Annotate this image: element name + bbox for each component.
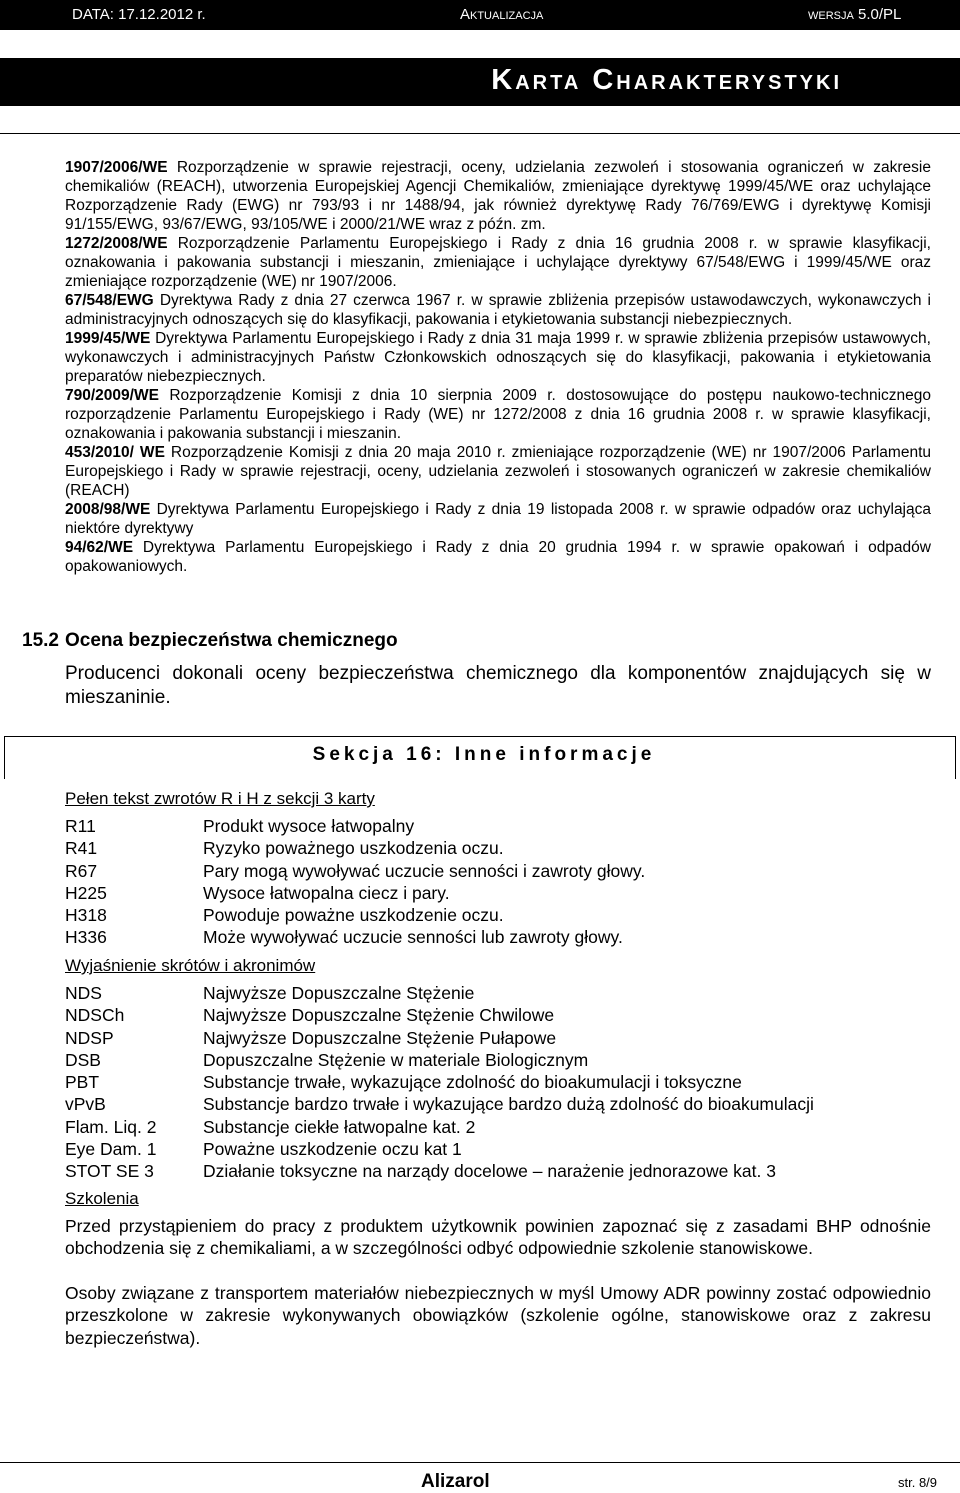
abbreviation-code: NDS bbox=[65, 983, 102, 1003]
phrase-code: H336 bbox=[65, 927, 107, 948]
header-date: DATA: 17.12.2012 r. bbox=[72, 6, 206, 23]
phrase-text: Wysoce łatwopalna ciecz i pary. bbox=[203, 882, 450, 903]
regulation-item bbox=[65, 386, 931, 443]
phrases-label: Pełen tekst zwrotów R i H z sekcji 3 karty bbox=[65, 789, 375, 808]
regulation-item bbox=[65, 234, 931, 291]
abbreviation-text: Najwyższe Dopuszczalne Stężenie Chwilowe bbox=[203, 1005, 555, 1026]
regulation-text: Dyrektywa Parlamentu Europejskiego i Rady z dnia 20 grudnia 1994 r. w sprawie opakowań i odpadów opakowaniowych. bbox=[65, 539, 931, 575]
phrase-text: Pary mogą wywoływać uczucie senności i zawroty głowy. bbox=[203, 860, 646, 881]
regulations-list bbox=[65, 158, 931, 576]
abbreviation-row bbox=[65, 1071, 945, 1093]
abbreviation-code: NDSCh bbox=[65, 1005, 125, 1026]
abbreviation-code: Eye Dam. 1 bbox=[65, 1139, 157, 1160]
phrase-row bbox=[65, 837, 945, 859]
abbreviation-row bbox=[65, 1160, 945, 1182]
regulation-text: Rozporządzenie Komisji z dnia 20 maja 2010 r. zmieniające rozporządzenie (WE) nr 1907/2006 Parlamentu Europejskiego i Rady w sprawie rejestracji, oceny, udzielania zezwoleń i stosowanych ograniczeń w zakresie chemikaliów (REACH) bbox=[65, 444, 931, 499]
regulation-code: 2008/98/WE bbox=[65, 501, 151, 518]
abbreviation-text: Działanie toksyczne na narządy docelowe – narażenie jednorazowe kat. 3 bbox=[203, 1161, 776, 1182]
abbreviation-code: DSB bbox=[65, 1049, 101, 1070]
regulation-item bbox=[65, 500, 931, 538]
header-update: Aktualizacja bbox=[460, 6, 544, 23]
footer-product-name: Alizarol bbox=[421, 1471, 490, 1492]
header-version: wersja 5.0/PL bbox=[808, 6, 902, 23]
abbreviation-text: Substancje trwałe, wykazujące zdolność do bioakumulacji i toksyczne bbox=[203, 1072, 742, 1093]
document-title: Karta Charakterystyki bbox=[491, 64, 842, 96]
training-paragraph-2: Osoby związane z transportem materiałów niebezpiecznych w myśl Umowy ADR powinny zostać odpowiednio przeszkolone w zakresie wykonywanych obowiązków (szkolenie ogólne, stanowiskowe oraz z zakresu bezpieczeństwa). bbox=[65, 1283, 931, 1348]
abbreviation-text: Substancje ciekłe łatwopalne kat. 2 bbox=[203, 1116, 476, 1137]
abbreviation-row bbox=[65, 982, 945, 1004]
regulation-text: Dyrektywa Rady z dnia 27 czerwca 1967 r. w sprawie zbliżenia przepisów ustawodawczych, wykonawczych i administracyjnych odnoszących się do klasyfikacji, pakowania i etykietowania substancji niebezpiecznych. bbox=[65, 292, 931, 328]
abbreviation-code: STOT SE 3 bbox=[65, 1161, 154, 1182]
phrase-row bbox=[65, 904, 945, 926]
regulation-code: 453/2010/ WE bbox=[65, 444, 165, 461]
regulation-text: Rozporządzenie w sprawie rejestracji, oceny, udzielania zezwoleń i stosowania ograniczeń w zakresie chemikaliów (REACH), utworzenia Europejskiej Agencji Chemikaliów, zmieniające dyrektywę 1999/45/WE oraz uchylające Rozporządzenie Rady (EWG) nr 793/93 i nr 1488/94, jak również dyrektywę Rady 76/769/EWG i dyrektywę Komisji 91/155/EWG, 93/67/EWG, 93/105/WE i 2000/21/WE wraz z późn. zm. bbox=[65, 159, 931, 233]
regulation-item bbox=[65, 158, 931, 234]
header-bar bbox=[0, 0, 960, 30]
abbreviation-text: Najwyższe Dopuszczalne Stężenie Pułapowe bbox=[203, 1027, 557, 1048]
footer-page-number: str. 8/9 bbox=[898, 1475, 938, 1490]
abbreviation-code: PBT bbox=[65, 1072, 100, 1093]
abbreviation-text: Najwyższe Dopuszczalne Stężenie bbox=[203, 983, 475, 1003]
abbreviation-row bbox=[65, 1116, 945, 1138]
top-divider bbox=[0, 133, 960, 134]
regulation-code: 1272/2008/WE bbox=[65, 235, 168, 252]
training-label: Szkolenia bbox=[65, 1189, 139, 1208]
phrase-text: Powoduje poważne uszkodzenie oczu. bbox=[203, 905, 504, 926]
phrase-code: R11 bbox=[65, 816, 96, 836]
abbreviation-row bbox=[65, 1138, 945, 1160]
abbreviation-row bbox=[65, 1049, 945, 1071]
regulation-item bbox=[65, 443, 931, 500]
regulation-item bbox=[65, 291, 931, 329]
phrases-list bbox=[65, 815, 945, 949]
regulation-code: 790/2009/WE bbox=[65, 387, 159, 404]
phrase-row bbox=[65, 860, 945, 882]
abbreviations-list bbox=[65, 982, 945, 1183]
phrase-row bbox=[65, 815, 945, 837]
section-title: Ocena bezpieczeństwa chemicznego bbox=[65, 630, 398, 651]
regulation-code: 94/62/WE bbox=[65, 539, 134, 556]
abbreviation-row bbox=[65, 1093, 945, 1115]
abbreviation-row bbox=[65, 1027, 945, 1049]
abbreviations-label: Wyjaśnienie skrótów i akronimów bbox=[65, 956, 316, 975]
abbreviation-code: vPvB bbox=[65, 1094, 106, 1115]
regulation-item bbox=[65, 329, 931, 386]
regulation-text: Dyrektywa Parlamentu Europejskiego i Rady z dnia 19 listopada 2008 r. w sprawie odpadów oraz uchylająca niektóre dyrektywy bbox=[65, 501, 931, 537]
phrase-row bbox=[65, 882, 945, 904]
regulation-item bbox=[65, 538, 931, 576]
section-number: 15.2 bbox=[22, 630, 59, 651]
section-15-2-text: Producenci dokonali oceny bezpieczeństwa chemicznego dla komponentów znajdujących się w mieszaninie. bbox=[65, 663, 931, 708]
regulation-code: 1999/45/WE bbox=[65, 330, 151, 347]
phrase-text: Produkt wysoce łatwopalny bbox=[203, 816, 415, 836]
abbreviation-text: Dopuszczalne Stężenie w materiale Biologicznym bbox=[203, 1049, 589, 1070]
regulation-text: Rozporządzenie Komisji z dnia 10 sierpnia 2009 r. dostosowujące do postępu naukowo-technicznego rozporządzenie Parlamentu Europejskiego i Rady (WE) nr 1272/2008 z dnia 16 grudnia 2008 r. w sprawie klasyfikacji, oznakowania i pakowania substancji i mieszanin. bbox=[65, 387, 931, 442]
phrase-code: R67 bbox=[65, 860, 98, 881]
phrase-text: Ryzyko poważnego uszkodzenia oczu. bbox=[203, 838, 504, 859]
regulation-text: Rozporządzenie Parlamentu Europejskiego i Rady z dnia 16 grudnia 2008 r. w sprawie klasyfikacji, oznakowania i pakowania substancji i mieszanin, zmieniające i uchylające dyrektywy 67/548/EWG i 1999/45/WE oraz zmieniające rozporządzenie (WE) nr 1907/2006. bbox=[65, 235, 931, 290]
phrase-code: H318 bbox=[65, 905, 107, 926]
regulation-text: Dyrektywa Parlamentu Europejskiego i Rady z dnia 31 maja 1999 r. w sprawie zbliżenia przepisów ustawowych, wykonawczych i administracyjnych Państw Członkowskich odnoszących się do klasyfikacji, pakowania i etykietowania preparatów niebezpiecznych. bbox=[65, 330, 931, 385]
phrase-code: H225 bbox=[65, 882, 107, 903]
document-title-bar bbox=[0, 58, 960, 106]
abbreviation-text: Substancje bardzo trwałe i wykazujące bardzo dużą zdolność do bioakumulacji bbox=[203, 1094, 814, 1115]
phrase-code: R41 bbox=[65, 838, 98, 859]
regulation-code: 67/548/EWG bbox=[65, 292, 154, 309]
abbreviation-text: Poważne uszkodzenie oczu kat 1 bbox=[203, 1139, 462, 1160]
phrase-text: Może wywoływać uczucie senności lub zawroty głowy. bbox=[203, 927, 623, 948]
training-paragraph-1: Przed przystąpieniem do pracy z produktem użytkownik powinien zapoznać się z zasadami BHP odnośnie obchodzenia się z chemikaliami, a w szczególności odbyć odpowiednie szkolenie stanowiskowe. bbox=[65, 1216, 931, 1259]
footer-divider bbox=[0, 1462, 960, 1463]
phrase-row bbox=[65, 926, 945, 948]
abbreviation-row bbox=[65, 1004, 945, 1026]
abbreviation-code: Flam. Liq. 2 bbox=[65, 1116, 157, 1137]
abbreviation-code: NDSP bbox=[65, 1027, 114, 1048]
section-15-2-heading bbox=[22, 630, 398, 652]
section-16-title: Sekcja 16: Inne informacje bbox=[312, 744, 656, 765]
regulation-code: 1907/2006/WE bbox=[65, 159, 168, 176]
